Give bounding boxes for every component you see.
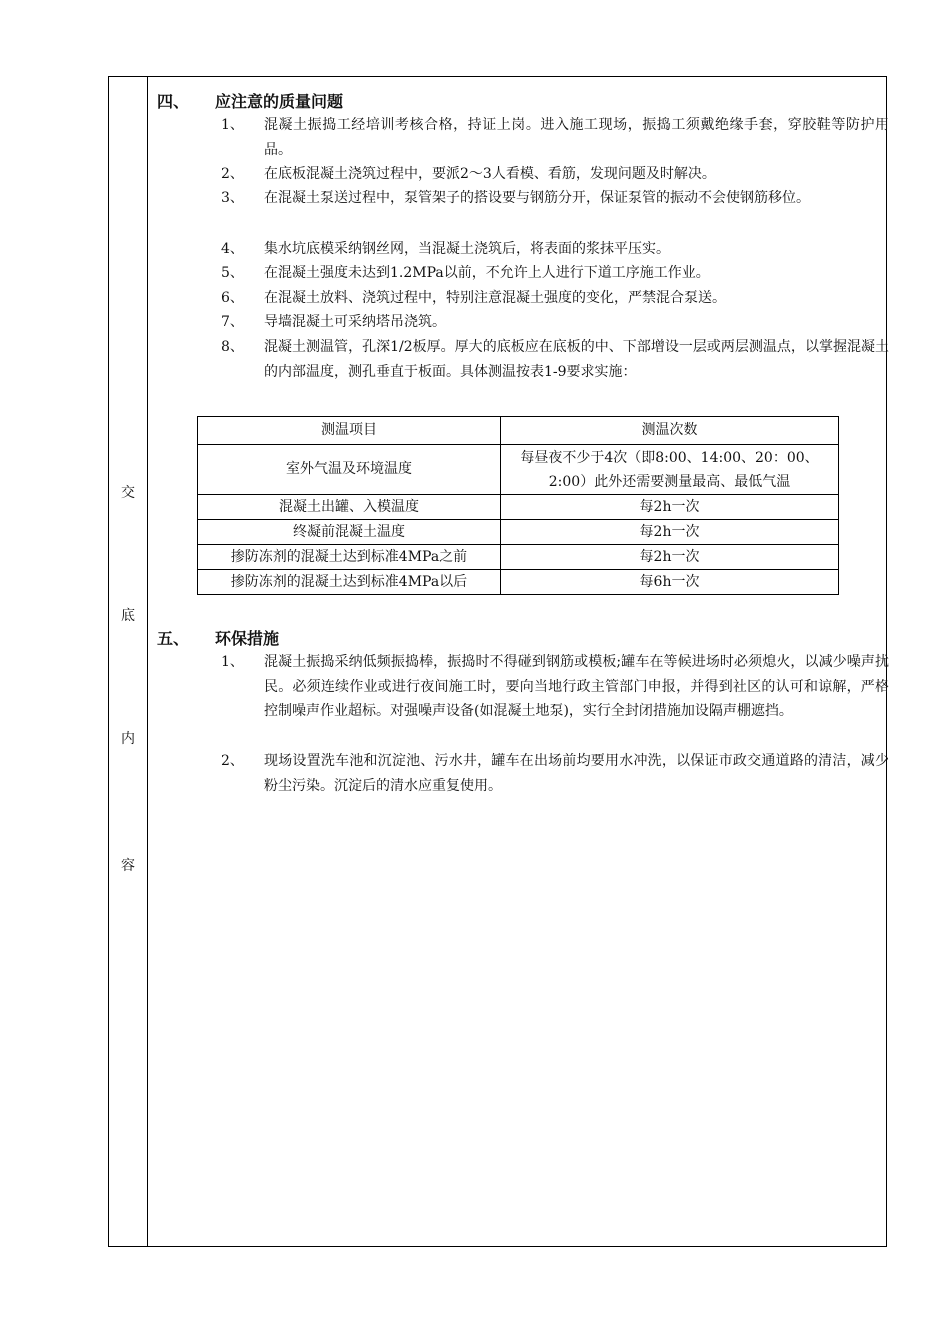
side-label-char: 内 (121, 731, 135, 747)
disclosure-form (108, 76, 887, 1247)
item-text: 在混凝土泵送过程中，泵管架子的搭设要与钢筋分开，保证泵管的振动不会使钢筋移位。 (264, 190, 810, 206)
item-number: 7、 (221, 314, 244, 330)
item-text: 集水坑底模采纳钢丝网，当混凝土浇筑后，将表面的浆抹平压实。 (264, 241, 670, 257)
section-title: 环保措施 (215, 629, 280, 648)
section-title: 应注意的质量问题 (215, 92, 344, 111)
item-number: 2、 (221, 753, 244, 769)
item-number: 2、 (221, 166, 244, 182)
item-number: 1、 (221, 117, 244, 133)
item-number: 6、 (221, 290, 244, 306)
table-row (198, 545, 839, 570)
item-number: 3、 (221, 190, 244, 206)
table-row (198, 495, 839, 520)
table-row (198, 520, 839, 545)
table-cell: 掺防冻剂的混凝土达到标准4MPa以后 (198, 570, 501, 595)
item-text: 导墙混凝土可采纳塔吊浇筑。 (264, 314, 446, 330)
side-label-char: 交 (121, 485, 135, 501)
table-header-cell: 测温项目 (198, 417, 501, 445)
table-cell: 每2h一次 (501, 495, 839, 520)
table-header-cell: 测温次数 (501, 417, 839, 445)
table-cell: 每2h一次 (501, 545, 839, 570)
item-text: 现场设置洗车池和沉淀池、污水井，罐车在出场前均要用水冲洗，以保证市政交通道路的清洁，减少粉尘污染。沉淀后的清水应重复使用。 (264, 753, 889, 794)
item-number: 4、 (221, 241, 244, 257)
item-text: 在混凝土放料、浇筑过程中，特别注意混凝土强度的变化，严禁混合泵送。 (264, 290, 726, 306)
item-number: 5、 (221, 265, 244, 281)
temperature-table (197, 416, 839, 595)
table-row (198, 570, 839, 595)
side-label-char: 容 (121, 858, 135, 874)
table-cell: 室外气温及环境温度 (198, 445, 501, 495)
table-cell: 终凝前混凝土温度 (198, 520, 501, 545)
section-number: 四、 (157, 92, 190, 111)
item-number: 1、 (221, 654, 244, 670)
table-row (198, 445, 839, 495)
item-text: 混凝土振捣采纳低频振捣棒，振捣时不得碰到钢筋或模板;罐车在等候进场时必须熄火，以减少噪声扰民。必须连续作业或进行夜间施工时，要向当地行政主管部门申报，并得到社区的认可和谅解，严格控制噪声作业超标。对强噪声设备(如混凝土地泵)，实行全封闭措施加设隔声棚遮挡。 (264, 654, 889, 719)
section-number: 五、 (157, 629, 190, 648)
table-cell: 每2h一次 (501, 520, 839, 545)
table-cell: 掺防冻剂的混凝土达到标准4MPa之前 (198, 545, 501, 570)
item-number: 8、 (221, 339, 244, 355)
item-text: 混凝土测温管，孔深1/2板厚。厚大的底板应在底板的中、下部增设一层或两层测温点，以掌握混凝土的内部温度，测孔垂直于板面。具体测温按表1-9要求实施： (264, 339, 889, 380)
table-cell: 混凝土出罐、入模温度 (198, 495, 501, 520)
side-label-column (109, 77, 148, 1246)
table-cell: 每6h一次 (501, 570, 839, 595)
table-cell: 每昼夜不少于4次（即8:00、14:00、20：00、2:00）此外还需要测量最高、最低气温 (501, 445, 839, 495)
side-label-char: 底 (121, 608, 135, 624)
item-text: 在混凝土强度未达到1.2MPa以前，不允许上人进行下道工序施工作业。 (264, 265, 710, 281)
item-text: 混凝土振捣工经培训考核合格，持证上岗。进入施工现场，振捣工须戴绝缘手套，穿胶鞋等防护用品。 (264, 117, 889, 158)
item-text: 在底板混凝土浇筑过程中，要派2～3人看模、看筋，发现问题及时解决。 (264, 166, 716, 182)
table-header-row (198, 417, 839, 445)
